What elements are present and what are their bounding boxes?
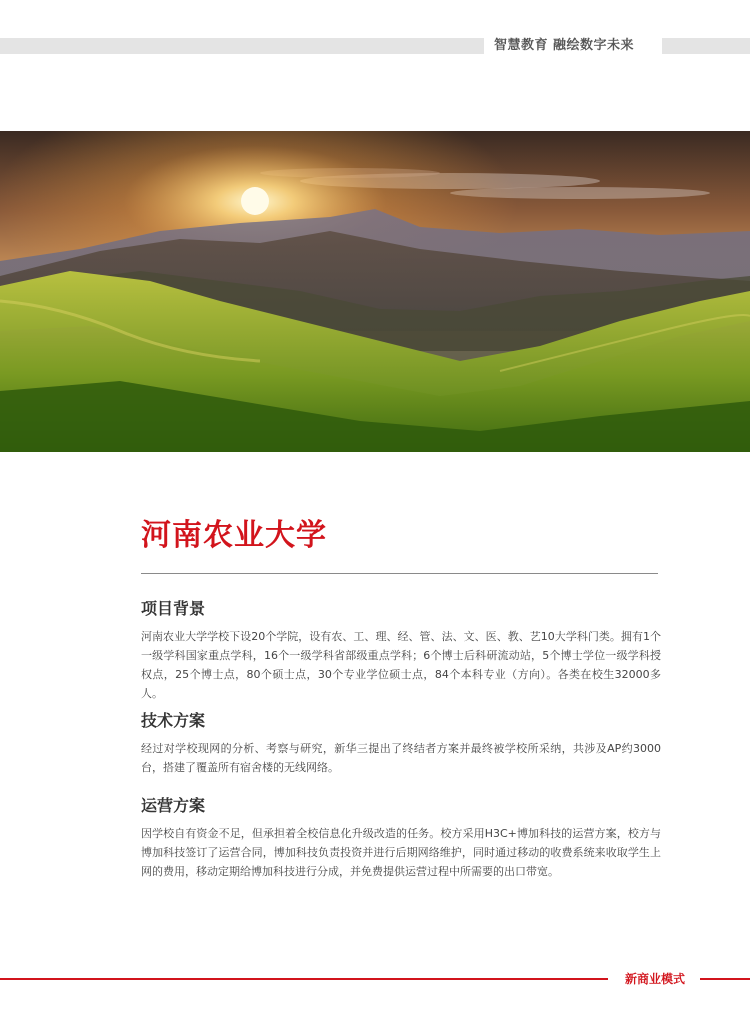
- section-body-background: 河南农业大学学校下设20个学院，设有农、工、理、经、管、法、文、医、教、艺10大学科门类。拥有1个一级学科国家重点学科，16个一级学科省部级重点学科；6个博士后科研流动站，5个博士学位一级学科授权点，25个博士点，80个硕士点，30个专业学位硕士点，84个本科专业（方向）。各类在校生32000多人。: [141, 630, 661, 700]
- footer-rule-left: [0, 978, 608, 980]
- landscape-photo-icon: [0, 131, 750, 452]
- section-body-technical: 经过对学校现网的分析、考察与研究，新华三提出了终结者方案并最终被学校所采纳，共涉及AP约3000台，搭建了覆盖所有宿舍楼的无线网络。: [141, 742, 661, 774]
- header-bar-left: [0, 38, 484, 54]
- page-title: 河南农业大学: [141, 518, 327, 553]
- footer-label: 新商业模式: [624, 972, 685, 986]
- section-heading-operation: 运营方案: [141, 796, 206, 815]
- header-band: [0, 38, 750, 54]
- section-heading-technical: 技术方案: [141, 711, 206, 730]
- section-body-operation: 因学校自有资金不足，但承担着全校信息化升级改造的任务。校方采用H3C+博加科技的运营方案，校方与博加科技签订了运营合同，博加科技负责投资并进行后期网络维护，同时通过移动的收费系统来收取学生上网的费用，移动定期给博加科技进行分成，并免费提供运营过程中所需要的出口带宽。: [141, 827, 661, 878]
- title-divider: [141, 573, 658, 574]
- header-bar-right: [662, 38, 750, 54]
- hero-image: [0, 131, 750, 452]
- header-slogan: 智慧教育 融绘数字未来: [494, 38, 635, 53]
- footer-rule-right: [700, 978, 750, 980]
- section-heading-background: 项目背景: [141, 599, 206, 618]
